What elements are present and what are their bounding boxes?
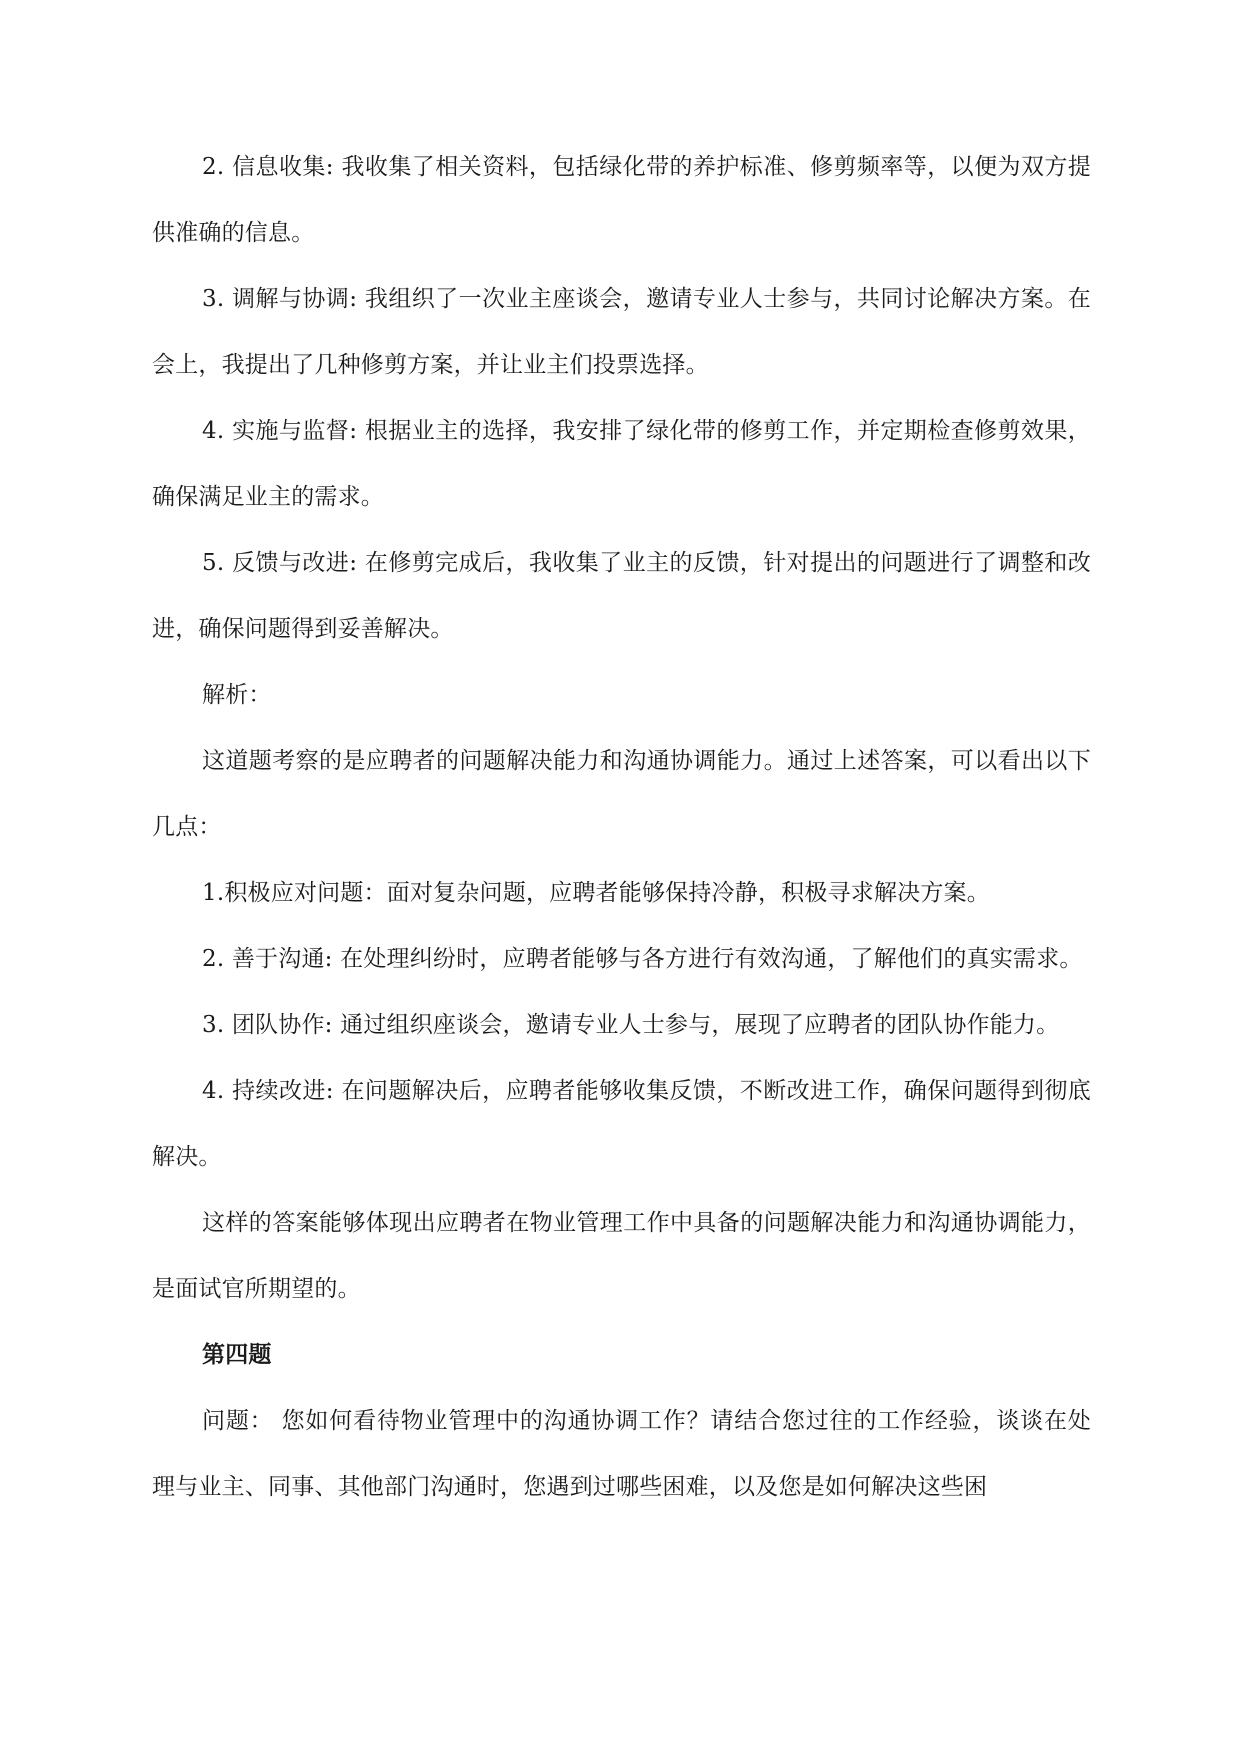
paragraph-point-teamwork: 3. 团队协作: 通过组织座谈会，邀请专业人士参与，展现了应聘者的团队协作能力。 [202, 1012, 1060, 1038]
paragraph-point-proactive: 1.积极应对问题：面对复杂问题，应聘者能够保持冷静，积极寻求解决方案。 [202, 880, 990, 906]
section-heading-question-four: 第四题 [202, 1342, 272, 1368]
paragraph-feedback: 5. 反馈与改进: 在修剪完成后，我收集了业主的反馈，针对提出的问题进行了调整和改进，确保问题得到妥善解决。 [152, 550, 1091, 642]
analysis-label: 解析： [202, 682, 272, 708]
paragraph-implementation: 4. 实施与监督: 根据业主的选择，我安排了绿化带的修剪工作，并定期检查修剪效果，确保满足业主的需求。 [152, 418, 1091, 510]
paragraph-conclusion: 这样的答案能够体现出应聘者在物业管理工作中具备的问题解决能力和沟通协调能力，是面试官所期望的。 [152, 1210, 1091, 1302]
paragraph-question-four: 问题： 您如何看待物业管理中的沟通协调工作？请结合您过往的工作经验，谈谈在处理与业主、同事、其他部门沟通时，您遇到过哪些困难，以及您是如何解决这些困 [152, 1408, 1091, 1500]
paragraph-info-collection: 2. 信息收集: 我收集了相关资料，包括绿化带的养护标准、修剪频率等，以便为双方提供准确的信息。 [152, 154, 1091, 246]
paragraph-point-improvement: 4. 持续改进: 在问题解决后，应聘者能够收集反馈，不断改进工作，确保问题得到彻底解决。 [152, 1078, 1091, 1170]
paragraph-mediation: 3. 调解与协调: 我组织了一次业主座谈会，邀请专业人士参与，共同讨论解决方案。在会上，我提出了几种修剪方案，并让业主们投票选择。 [152, 286, 1091, 378]
paragraph-point-communication: 2. 善于沟通: 在处理纠纷时，应聘者能够与各方进行有效沟通，了解他们的真实需求。 [202, 946, 1083, 972]
paragraph-analysis-intro: 这道题考察的是应聘者的问题解决能力和沟通协调能力。通过上述答案，可以看出以下几点： [152, 748, 1091, 840]
